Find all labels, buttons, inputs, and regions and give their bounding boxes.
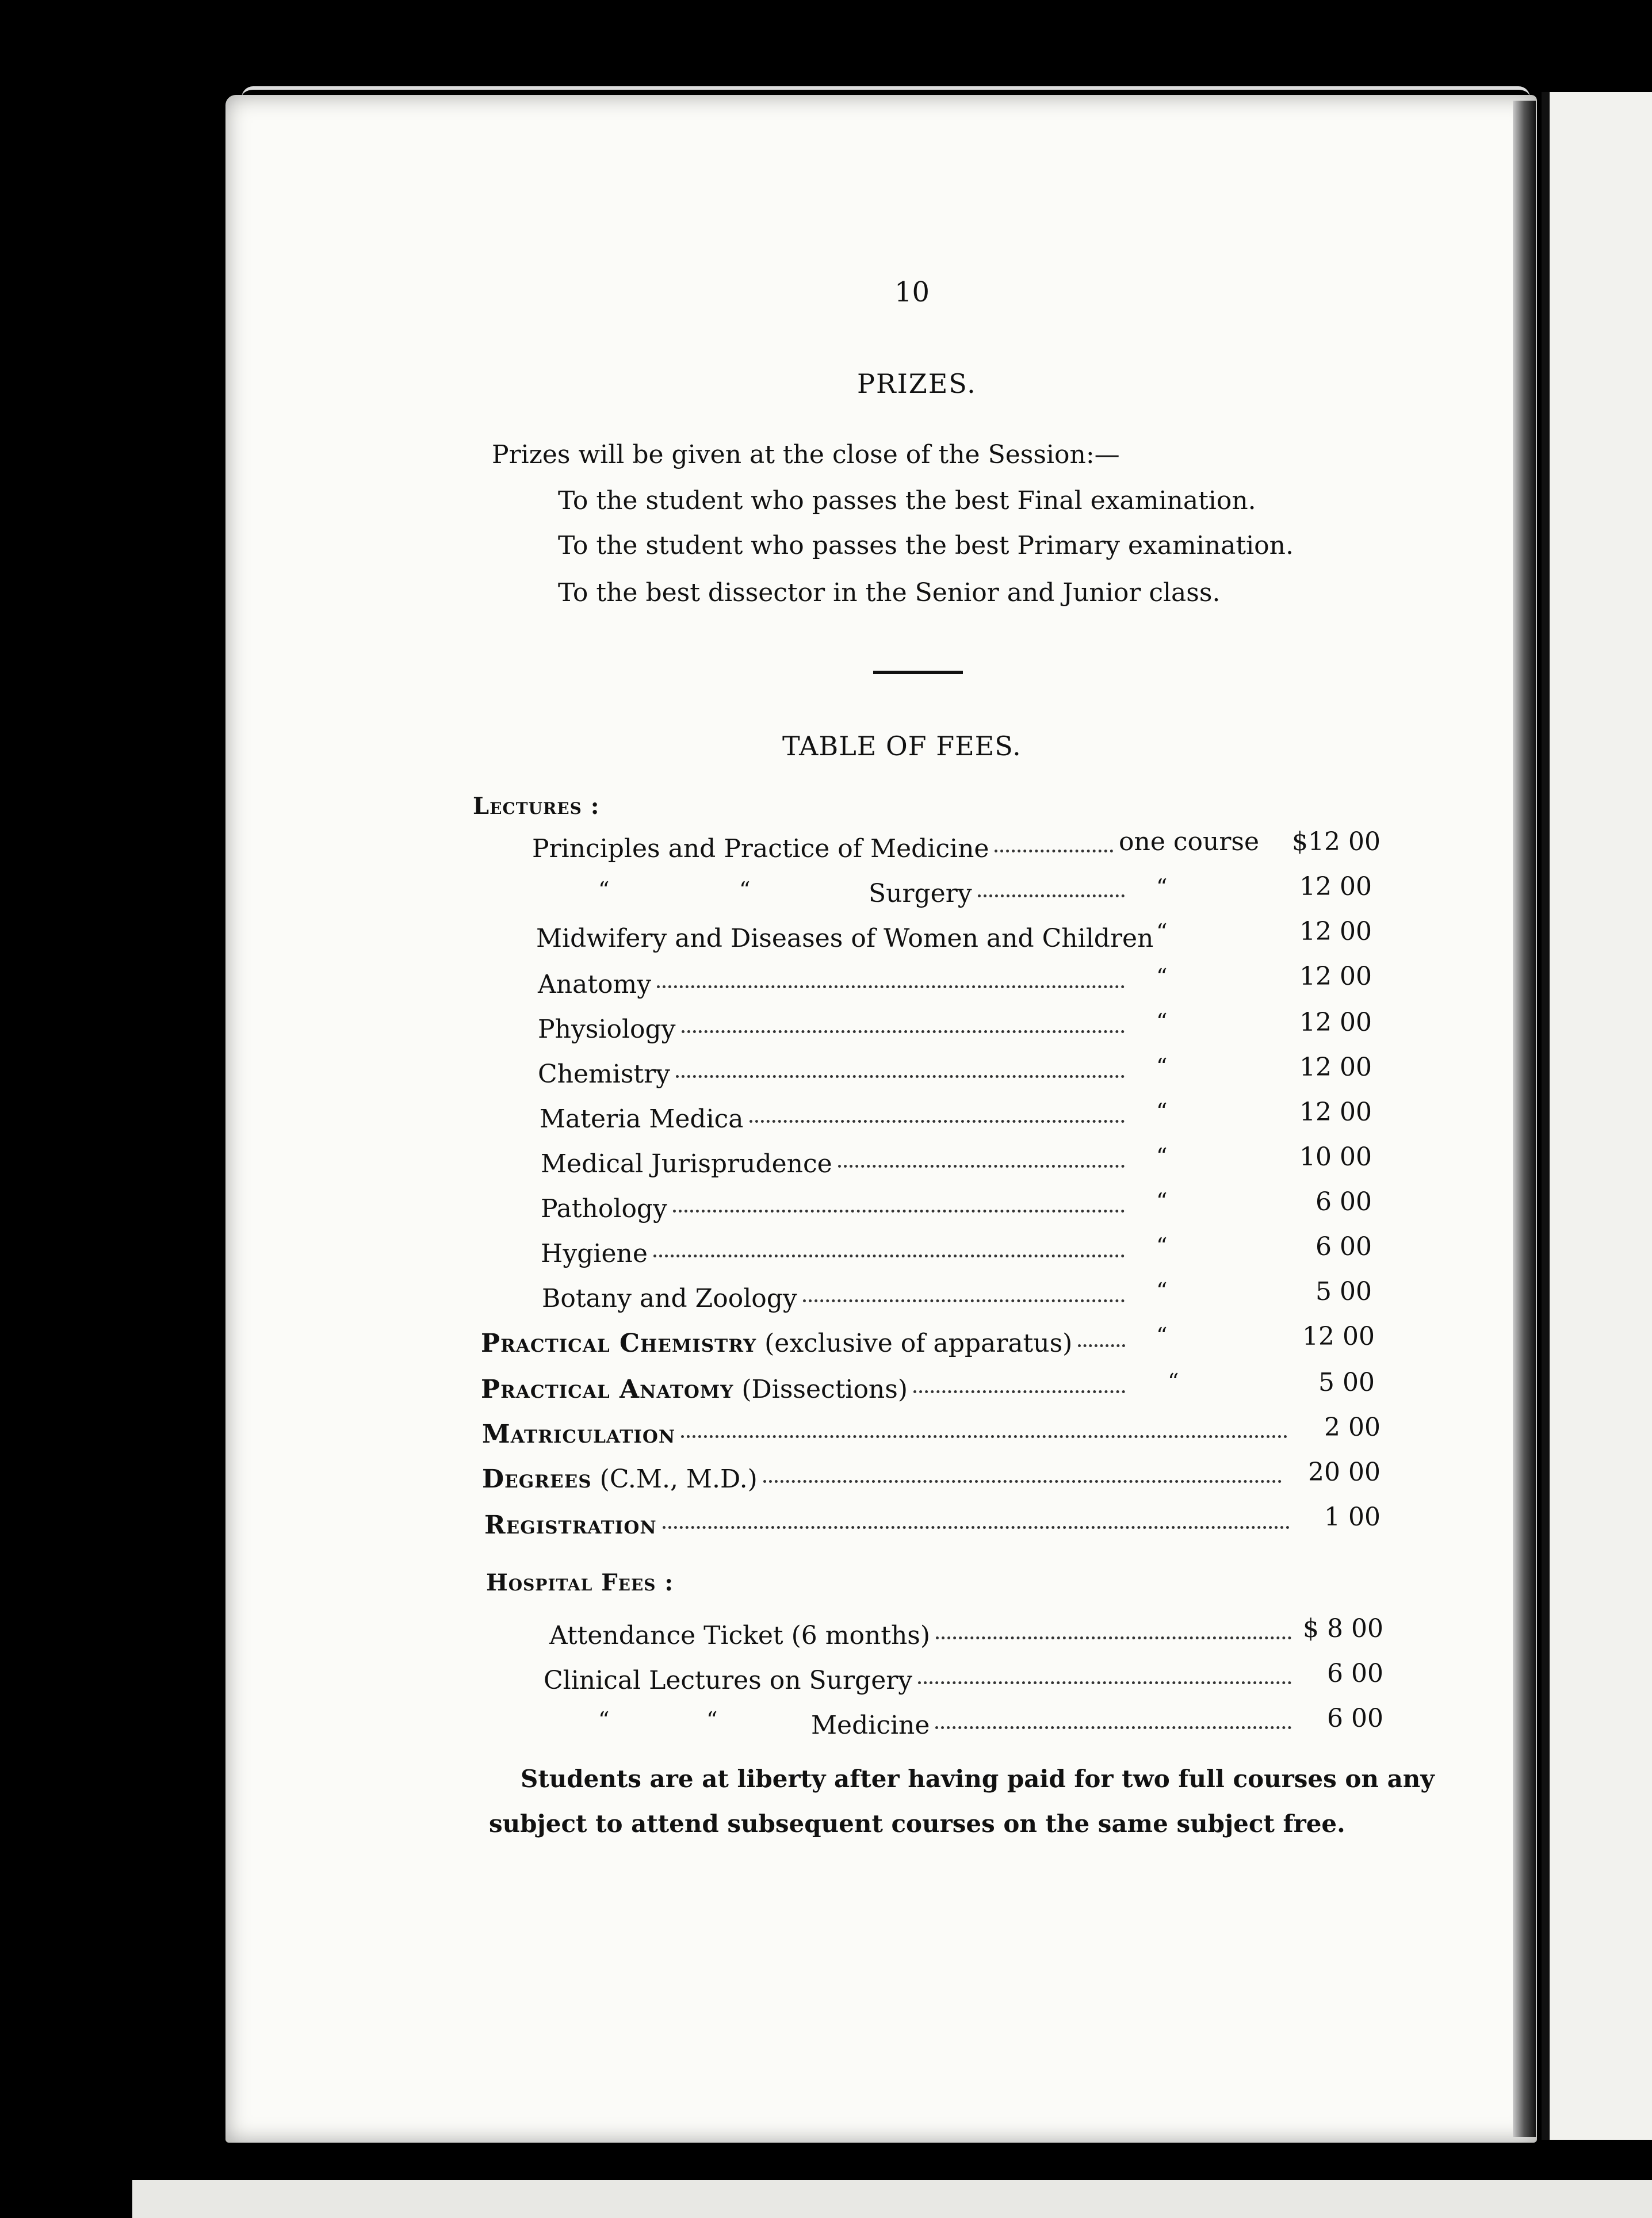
fee-label: Surgery: [869, 879, 972, 908]
leader-dots: [935, 1726, 1291, 1729]
fee-amount: 12 00: [1299, 872, 1372, 901]
ditto-mark: “: [1156, 1188, 1168, 1214]
fee-label-caps: Registration: [484, 1510, 657, 1540]
fee-amount: 6 00: [1316, 1232, 1372, 1261]
prizes-intro: Prizes will be given at the close of the Session:—: [492, 440, 1120, 469]
fee-amount: 5 00: [1316, 1277, 1372, 1306]
ditto-mark: “: [1156, 919, 1168, 944]
ditto-mark: “: [598, 1707, 610, 1733]
bottom-edge: [132, 2180, 1652, 2218]
leader-dots: [918, 1681, 1291, 1684]
fee-amount: $12 00: [1292, 827, 1381, 856]
leader-dots: [913, 1390, 1125, 1393]
fee-row: [549, 1621, 1297, 1655]
leader-dots: [1078, 1344, 1125, 1347]
prize-item: To the best dissector in the Senior and Junior class.: [558, 578, 1221, 607]
fee-row: [484, 1510, 1295, 1545]
ditto-mark: “: [1156, 1054, 1168, 1079]
fee-label: Chemistry: [538, 1060, 670, 1089]
fee-row: [542, 1284, 1130, 1318]
fee-row: [541, 1149, 1130, 1184]
fee-label: Botany and Zoology: [542, 1284, 797, 1313]
fee-amount: 12 00: [1299, 1097, 1372, 1127]
adjacent-page: [1542, 92, 1652, 2140]
fee-amount: 5 00: [1318, 1368, 1375, 1397]
fee-row: [538, 1015, 1130, 1049]
ditto-mark: “: [1156, 1099, 1168, 1124]
fee-amount: 1 00: [1324, 1502, 1381, 1532]
fee-row: [869, 879, 1130, 913]
fee-row: [538, 1060, 1130, 1094]
fee-row: [482, 1464, 1287, 1499]
fee-amount: 6 00: [1316, 1187, 1372, 1217]
leader-dots: [803, 1299, 1125, 1302]
fees-title: TABLE OF FEES.: [782, 731, 1022, 762]
leader-dots: [763, 1480, 1282, 1483]
fee-row: [481, 1329, 1131, 1363]
fee-label-caps: Practical Anatomy: [481, 1375, 734, 1404]
fees-note-line: Students are at liberty after having paid for two full courses on any: [521, 1765, 1435, 1793]
fee-amount: 20 00: [1308, 1458, 1381, 1487]
fee-row: [541, 1239, 1130, 1274]
prize-item: To the student who passes the best Primary examination.: [558, 531, 1294, 560]
fee-amount: 10 00: [1299, 1142, 1372, 1172]
leader-dots: [749, 1120, 1125, 1123]
page-number: 10: [894, 276, 930, 308]
book-spine: [1513, 101, 1536, 2137]
leader-dots: [673, 1210, 1125, 1213]
fee-row: [540, 1104, 1130, 1139]
fee-label: Materia Medica: [540, 1104, 744, 1134]
fee-label: Medicine: [811, 1711, 930, 1740]
fee-label: Anatomy: [538, 970, 652, 999]
lectures-heading: Lectures :: [473, 793, 600, 820]
leader-dots: [995, 850, 1113, 852]
fee-row: [532, 834, 1119, 869]
fee-label: Clinical Lectures on Surgery: [544, 1666, 913, 1695]
fee-label: Hygiene: [541, 1239, 648, 1268]
fee-label-detail: (exclusive of apparatus): [756, 1329, 1073, 1358]
fee-amount: 12 00: [1299, 917, 1372, 946]
leader-dots: [838, 1165, 1125, 1168]
ditto-mark: “: [1156, 1233, 1168, 1259]
fee-row: [536, 924, 1154, 958]
ditto-mark: “: [1168, 1369, 1179, 1394]
fee-label: Attendance Ticket (6 months): [549, 1621, 931, 1650]
ditto-mark: “: [739, 877, 751, 903]
ditto-mark: “: [598, 877, 610, 903]
fee-label-caps: Practical Chemistry: [481, 1329, 757, 1358]
fee-label-detail: (C.M., M.D.): [591, 1464, 758, 1494]
fee-label-detail: (Dissections): [733, 1375, 908, 1404]
course-label: one course: [1119, 827, 1259, 856]
fee-row: [541, 1194, 1130, 1229]
fee-label: Pathology: [541, 1194, 667, 1223]
ditto-mark: “: [706, 1707, 718, 1733]
leader-dots: [682, 1030, 1125, 1033]
leader-dots: [663, 1526, 1290, 1529]
section-divider: [873, 671, 963, 674]
fee-label: Medical Jurisprudence: [541, 1149, 832, 1179]
leader-dots: [936, 1636, 1291, 1639]
ditto-mark: “: [1156, 1323, 1168, 1348]
ditto-mark: “: [1156, 964, 1168, 989]
fee-row: [811, 1711, 1297, 1745]
fees-note-line: subject to attend subsequent courses on the same subject free.: [489, 1810, 1345, 1838]
fee-amount: $ 8 00: [1303, 1614, 1383, 1643]
hospital-heading: Hospital Fees :: [486, 1569, 674, 1596]
fee-row: [482, 1420, 1293, 1454]
fee-amount: 2 00: [1324, 1413, 1381, 1442]
ditto-mark: “: [1156, 1144, 1168, 1169]
fee-label: Midwifery and Diseases of Women and Children: [536, 924, 1154, 953]
fee-label-caps: Degrees: [482, 1464, 592, 1494]
leader-dots: [681, 1435, 1287, 1438]
prize-item: To the student who passes the best Final examination.: [558, 486, 1256, 515]
prizes-title: PRIZES.: [857, 368, 977, 399]
fee-label-caps: Matriculation: [482, 1420, 676, 1449]
leader-dots: [676, 1075, 1125, 1078]
fee-row: [544, 1666, 1297, 1700]
ditto-mark: “: [1156, 1009, 1168, 1034]
fee-amount: 12 00: [1299, 1053, 1372, 1082]
ditto-mark: “: [1156, 874, 1168, 900]
fee-row: [481, 1375, 1131, 1409]
leader-dots: [657, 985, 1125, 988]
fee-amount: 12 00: [1299, 1008, 1372, 1037]
leader-dots: [978, 894, 1125, 897]
ditto-mark: “: [1156, 1278, 1168, 1303]
fee-label: Physiology: [538, 1015, 676, 1044]
fee-amount: 6 00: [1327, 1659, 1383, 1688]
fee-row: [538, 970, 1130, 1004]
fee-label: Principles and Practice of Medicine: [532, 834, 989, 863]
leader-dots: [653, 1255, 1125, 1257]
fee-amount: 12 00: [1299, 962, 1372, 991]
fee-amount: 12 00: [1302, 1322, 1375, 1351]
fee-amount: 6 00: [1327, 1704, 1383, 1733]
